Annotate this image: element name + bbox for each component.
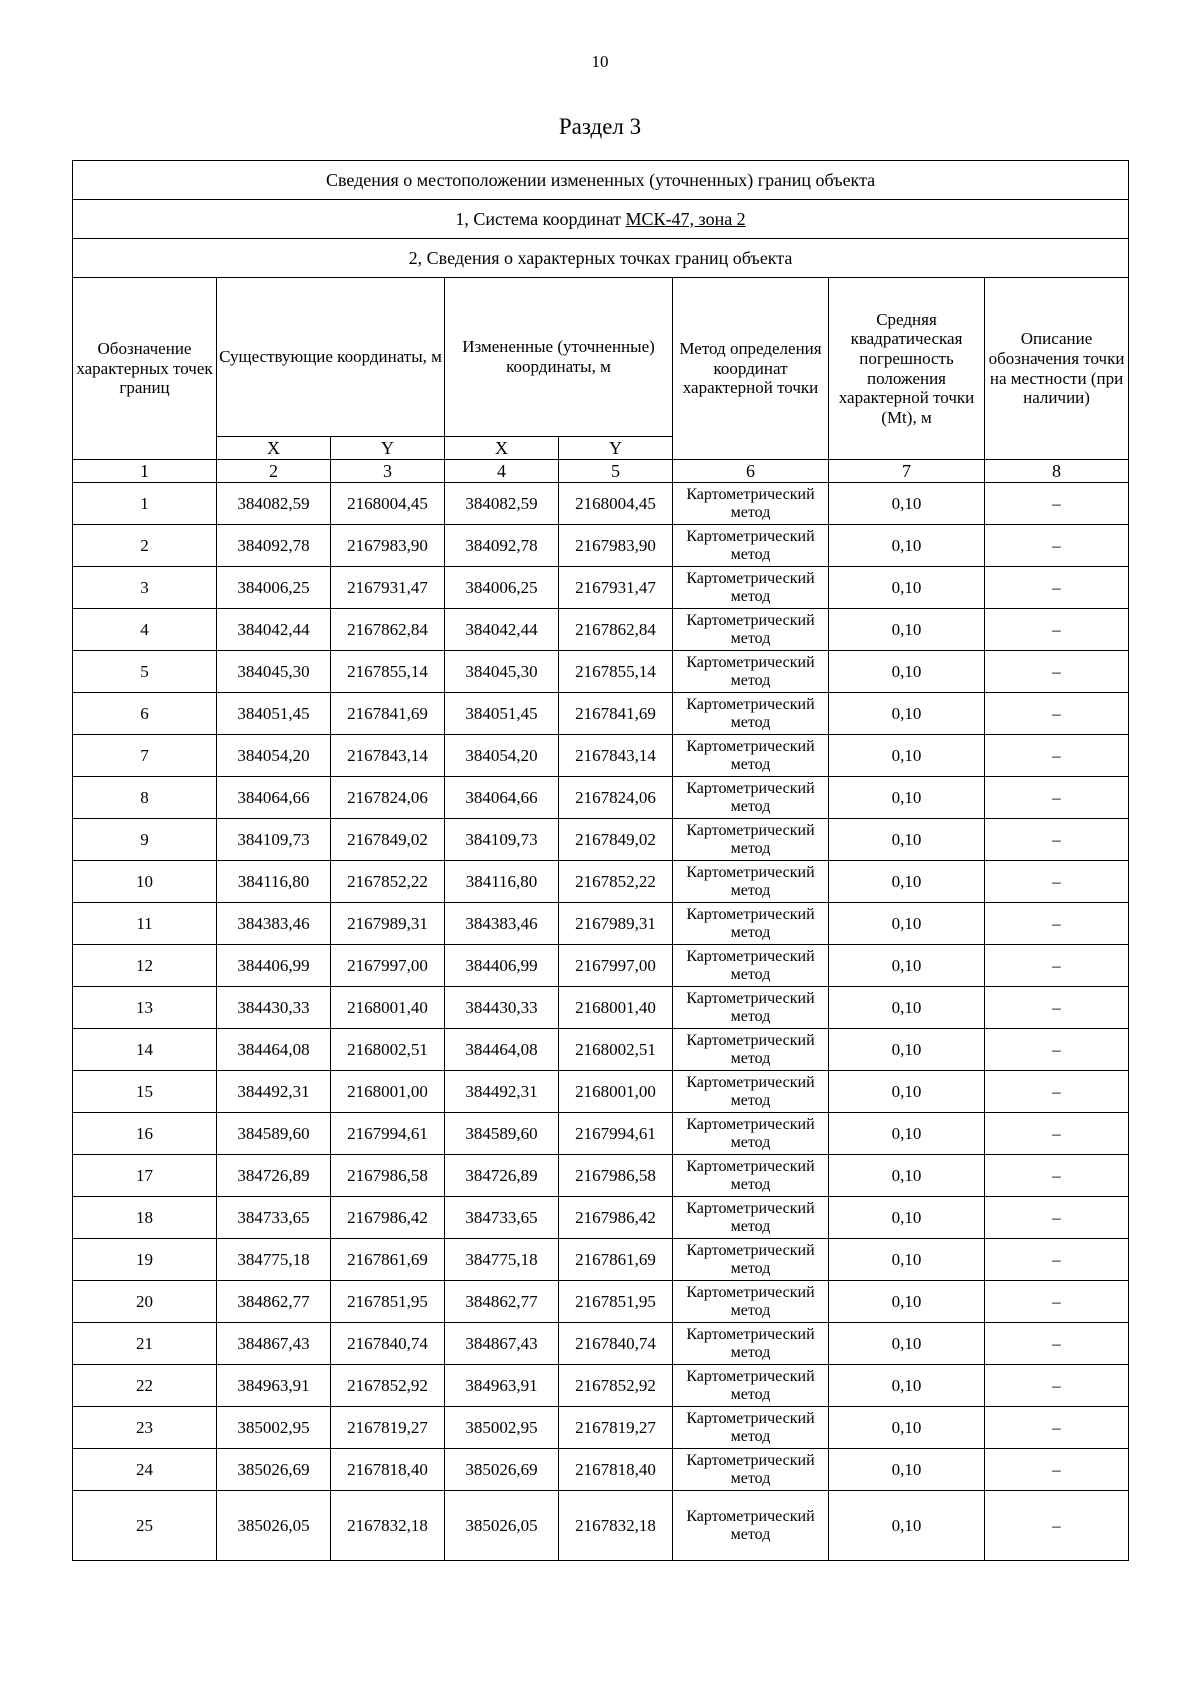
description-cell: – xyxy=(985,819,1129,861)
existing-y-cell: 2167832,18 xyxy=(331,1491,445,1561)
error-cell: 0,10 xyxy=(829,1029,985,1071)
table-row xyxy=(73,735,1129,777)
changed-x-cell: 384726,89 xyxy=(445,1155,559,1197)
changed-x-cell: 384464,08 xyxy=(445,1029,559,1071)
description-cell: – xyxy=(985,567,1129,609)
description-cell: – xyxy=(985,987,1129,1029)
changed-y-cell: 2168001,00 xyxy=(559,1071,673,1113)
coord-system-cell xyxy=(73,200,1129,239)
point-number-cell: 9 xyxy=(73,819,217,861)
changed-x-cell: 384109,73 xyxy=(445,819,559,861)
table-title: Сведения о местоположении измененных (уточненных) границ объекта xyxy=(73,161,1129,200)
table-row xyxy=(73,609,1129,651)
changed-y-cell: 2167819,27 xyxy=(559,1407,673,1449)
description-cell: – xyxy=(985,945,1129,987)
error-cell: 0,10 xyxy=(829,987,985,1029)
existing-x-cell: 384116,80 xyxy=(217,861,331,903)
header-changed-x: X xyxy=(445,437,559,460)
point-number-cell: 19 xyxy=(73,1239,217,1281)
table-row xyxy=(73,903,1129,945)
changed-x-cell: 384383,46 xyxy=(445,903,559,945)
point-number-cell: 10 xyxy=(73,861,217,903)
changed-y-cell: 2167851,95 xyxy=(559,1281,673,1323)
existing-y-cell: 2168001,40 xyxy=(331,987,445,1029)
changed-y-cell: 2167818,40 xyxy=(559,1449,673,1491)
method-cell: Картометрический метод xyxy=(673,819,829,861)
table-row xyxy=(73,567,1129,609)
method-cell: Картометрический метод xyxy=(673,777,829,819)
point-number-cell: 18 xyxy=(73,1197,217,1239)
changed-x-cell: 385026,05 xyxy=(445,1491,559,1561)
point-number-cell: 5 xyxy=(73,651,217,693)
description-cell: – xyxy=(985,525,1129,567)
method-cell: Картометрический метод xyxy=(673,1491,829,1561)
method-cell: Картометрический метод xyxy=(673,1239,829,1281)
coord-system-prefix: 1, Система координат xyxy=(455,208,626,229)
column-number: 1 xyxy=(73,460,217,483)
method-cell: Картометрический метод xyxy=(673,735,829,777)
table-row xyxy=(73,651,1129,693)
description-cell: – xyxy=(985,1197,1129,1239)
changed-x-cell: 384733,65 xyxy=(445,1197,559,1239)
points-info: 2, Сведения о характерных точках границ объекта xyxy=(73,239,1129,278)
changed-x-cell: 384054,20 xyxy=(445,735,559,777)
table-row xyxy=(73,1155,1129,1197)
error-cell: 0,10 xyxy=(829,1071,985,1113)
method-cell: Картометрический метод xyxy=(673,903,829,945)
error-cell: 0,10 xyxy=(829,1113,985,1155)
changed-x-cell: 385002,95 xyxy=(445,1407,559,1449)
changed-y-cell: 2167861,69 xyxy=(559,1239,673,1281)
existing-y-cell: 2167851,95 xyxy=(331,1281,445,1323)
changed-y-cell: 2167849,02 xyxy=(559,819,673,861)
existing-x-cell: 384733,65 xyxy=(217,1197,331,1239)
description-cell: – xyxy=(985,861,1129,903)
error-cell: 0,10 xyxy=(829,1407,985,1449)
method-cell: Картометрический метод xyxy=(673,861,829,903)
existing-y-cell: 2168004,45 xyxy=(331,483,445,525)
error-cell: 0,10 xyxy=(829,1155,985,1197)
table-row xyxy=(73,777,1129,819)
method-cell: Картометрический метод xyxy=(673,1029,829,1071)
table-row xyxy=(73,1281,1129,1323)
existing-y-cell: 2167852,92 xyxy=(331,1365,445,1407)
error-cell: 0,10 xyxy=(829,903,985,945)
header-existing: Существующие координаты, м xyxy=(217,278,445,437)
changed-y-cell: 2167989,31 xyxy=(559,903,673,945)
method-cell: Картометрический метод xyxy=(673,1071,829,1113)
method-cell: Картометрический метод xyxy=(673,525,829,567)
method-cell: Картометрический метод xyxy=(673,1407,829,1449)
description-cell: – xyxy=(985,735,1129,777)
error-cell: 0,10 xyxy=(829,651,985,693)
point-number-cell: 12 xyxy=(73,945,217,987)
existing-x-cell: 384963,91 xyxy=(217,1365,331,1407)
method-cell: Картометрический метод xyxy=(673,987,829,1029)
method-cell: Картометрический метод xyxy=(673,1281,829,1323)
changed-x-cell: 384064,66 xyxy=(445,777,559,819)
boundary-points-table xyxy=(72,160,1129,1561)
changed-x-cell: 384492,31 xyxy=(445,1071,559,1113)
changed-y-cell: 2167840,74 xyxy=(559,1323,673,1365)
error-cell: 0,10 xyxy=(829,777,985,819)
point-number-cell: 20 xyxy=(73,1281,217,1323)
changed-x-cell: 384006,25 xyxy=(445,567,559,609)
existing-x-cell: 384051,45 xyxy=(217,693,331,735)
table-row xyxy=(73,1491,1129,1561)
error-cell: 0,10 xyxy=(829,609,985,651)
existing-y-cell: 2168001,00 xyxy=(331,1071,445,1113)
existing-x-cell: 384726,89 xyxy=(217,1155,331,1197)
table-row xyxy=(73,483,1129,525)
changed-x-cell: 384867,43 xyxy=(445,1323,559,1365)
error-cell: 0,10 xyxy=(829,1449,985,1491)
changed-x-cell: 384963,91 xyxy=(445,1365,559,1407)
description-cell: – xyxy=(985,1449,1129,1491)
table-row xyxy=(73,1323,1129,1365)
point-number-cell: 6 xyxy=(73,693,217,735)
existing-y-cell: 2167843,14 xyxy=(331,735,445,777)
existing-y-cell: 2167819,27 xyxy=(331,1407,445,1449)
description-cell: – xyxy=(985,1239,1129,1281)
error-cell: 0,10 xyxy=(829,483,985,525)
point-number-cell: 2 xyxy=(73,525,217,567)
existing-y-cell: 2167861,69 xyxy=(331,1239,445,1281)
existing-y-cell: 2167931,47 xyxy=(331,567,445,609)
changed-x-cell: 384051,45 xyxy=(445,693,559,735)
existing-x-cell: 384492,31 xyxy=(217,1071,331,1113)
point-number-cell: 13 xyxy=(73,987,217,1029)
header-row xyxy=(73,278,1129,437)
changed-y-cell: 2168004,45 xyxy=(559,483,673,525)
changed-x-cell: 384042,44 xyxy=(445,609,559,651)
existing-x-cell: 384862,77 xyxy=(217,1281,331,1323)
existing-x-cell: 384092,78 xyxy=(217,525,331,567)
error-cell: 0,10 xyxy=(829,1491,985,1561)
column-number: 2 xyxy=(217,460,331,483)
header-method: Метод определения координат характерной точки xyxy=(673,278,829,460)
existing-x-cell: 384430,33 xyxy=(217,987,331,1029)
method-cell: Картометрический метод xyxy=(673,1197,829,1239)
description-cell: – xyxy=(985,903,1129,945)
table-row xyxy=(73,819,1129,861)
description-cell: – xyxy=(985,1155,1129,1197)
table-row xyxy=(73,861,1129,903)
changed-y-cell: 2167994,61 xyxy=(559,1113,673,1155)
existing-x-cell: 384383,46 xyxy=(217,903,331,945)
method-cell: Картометрический метод xyxy=(673,567,829,609)
points-info-row xyxy=(73,239,1129,278)
existing-y-cell: 2167824,06 xyxy=(331,777,445,819)
changed-y-cell: 2167824,06 xyxy=(559,777,673,819)
table-row xyxy=(73,1029,1129,1071)
error-cell: 0,10 xyxy=(829,945,985,987)
table-row xyxy=(73,1407,1129,1449)
column-number: 5 xyxy=(559,460,673,483)
changed-x-cell: 384082,59 xyxy=(445,483,559,525)
description-cell: – xyxy=(985,1365,1129,1407)
table-row xyxy=(73,945,1129,987)
error-cell: 0,10 xyxy=(829,1197,985,1239)
changed-x-cell: 384116,80 xyxy=(445,861,559,903)
table-row xyxy=(73,1197,1129,1239)
header-description: Описание обозначения точки на местности (при наличии) xyxy=(985,278,1129,460)
method-cell: Картометрический метод xyxy=(673,651,829,693)
changed-y-cell: 2168002,51 xyxy=(559,1029,673,1071)
table-row xyxy=(73,1113,1129,1155)
table-row xyxy=(73,1071,1129,1113)
changed-y-cell: 2167852,22 xyxy=(559,861,673,903)
existing-y-cell: 2167994,61 xyxy=(331,1113,445,1155)
description-cell: – xyxy=(985,1071,1129,1113)
existing-y-cell: 2167849,02 xyxy=(331,819,445,861)
description-cell: – xyxy=(985,1029,1129,1071)
point-number-cell: 15 xyxy=(73,1071,217,1113)
column-number: 7 xyxy=(829,460,985,483)
description-cell: – xyxy=(985,1281,1129,1323)
page-number: 10 xyxy=(591,52,609,71)
description-cell: – xyxy=(985,651,1129,693)
existing-y-cell: 2167855,14 xyxy=(331,651,445,693)
table-row xyxy=(73,1239,1129,1281)
changed-y-cell: 2167997,00 xyxy=(559,945,673,987)
existing-y-cell: 2167852,22 xyxy=(331,861,445,903)
method-cell: Картометрический метод xyxy=(673,693,829,735)
error-cell: 0,10 xyxy=(829,1323,985,1365)
existing-x-cell: 385002,95 xyxy=(217,1407,331,1449)
method-cell: Картометрический метод xyxy=(673,1365,829,1407)
column-number: 6 xyxy=(673,460,829,483)
method-cell: Картометрический метод xyxy=(673,1155,829,1197)
point-number-cell: 22 xyxy=(73,1365,217,1407)
changed-x-cell: 384406,99 xyxy=(445,945,559,987)
point-number-cell: 4 xyxy=(73,609,217,651)
existing-x-cell: 385026,05 xyxy=(217,1491,331,1561)
existing-x-cell: 384464,08 xyxy=(217,1029,331,1071)
description-cell: – xyxy=(985,1407,1129,1449)
method-cell: Картометрический метод xyxy=(673,1449,829,1491)
existing-y-cell: 2167986,58 xyxy=(331,1155,445,1197)
table-row xyxy=(73,1449,1129,1491)
existing-y-cell: 2167862,84 xyxy=(331,609,445,651)
description-cell: – xyxy=(985,777,1129,819)
changed-x-cell: 384430,33 xyxy=(445,987,559,1029)
point-number-cell: 3 xyxy=(73,567,217,609)
error-cell: 0,10 xyxy=(829,1281,985,1323)
existing-x-cell: 384109,73 xyxy=(217,819,331,861)
table-row xyxy=(73,525,1129,567)
header-error: Средняя квадратическая погрешность положения характерной точки (Mt), м xyxy=(829,278,985,460)
existing-x-cell: 384045,30 xyxy=(217,651,331,693)
point-number-cell: 11 xyxy=(73,903,217,945)
column-number: 4 xyxy=(445,460,559,483)
column-number: 8 xyxy=(985,460,1129,483)
point-number-cell: 17 xyxy=(73,1155,217,1197)
header-designation: Обозначение характерных точек границ xyxy=(73,278,217,460)
changed-x-cell: 384775,18 xyxy=(445,1239,559,1281)
changed-x-cell: 385026,69 xyxy=(445,1449,559,1491)
error-cell: 0,10 xyxy=(829,819,985,861)
description-cell: – xyxy=(985,1491,1129,1561)
column-numbers-row xyxy=(73,460,1129,483)
existing-x-cell: 384082,59 xyxy=(217,483,331,525)
changed-y-cell: 2167855,14 xyxy=(559,651,673,693)
error-cell: 0,10 xyxy=(829,693,985,735)
description-cell: – xyxy=(985,693,1129,735)
changed-y-cell: 2167986,42 xyxy=(559,1197,673,1239)
changed-x-cell: 384589,60 xyxy=(445,1113,559,1155)
column-number: 3 xyxy=(331,460,445,483)
existing-x-cell: 384042,44 xyxy=(217,609,331,651)
existing-y-cell: 2167841,69 xyxy=(331,693,445,735)
existing-x-cell: 384054,20 xyxy=(217,735,331,777)
error-cell: 0,10 xyxy=(829,1239,985,1281)
header-changed: Измененные (уточненные) координаты, м xyxy=(445,278,673,437)
changed-y-cell: 2167841,69 xyxy=(559,693,673,735)
method-cell: Картометрический метод xyxy=(673,483,829,525)
point-number-cell: 14 xyxy=(73,1029,217,1071)
changed-y-cell: 2167852,92 xyxy=(559,1365,673,1407)
changed-x-cell: 384092,78 xyxy=(445,525,559,567)
changed-y-cell: 2167843,14 xyxy=(559,735,673,777)
error-cell: 0,10 xyxy=(829,525,985,567)
existing-x-cell: 384589,60 xyxy=(217,1113,331,1155)
method-cell: Картометрический метод xyxy=(673,945,829,987)
error-cell: 0,10 xyxy=(829,861,985,903)
point-number-cell: 24 xyxy=(73,1449,217,1491)
changed-y-cell: 2168001,40 xyxy=(559,987,673,1029)
error-cell: 0,10 xyxy=(829,1365,985,1407)
table-row xyxy=(73,693,1129,735)
changed-y-cell: 2167862,84 xyxy=(559,609,673,651)
method-cell: Картометрический метод xyxy=(673,1113,829,1155)
existing-x-cell: 385026,69 xyxy=(217,1449,331,1491)
table-row xyxy=(73,1365,1129,1407)
point-number-cell: 8 xyxy=(73,777,217,819)
existing-y-cell: 2167840,74 xyxy=(331,1323,445,1365)
changed-y-cell: 2167832,18 xyxy=(559,1491,673,1561)
existing-x-cell: 384867,43 xyxy=(217,1323,331,1365)
coord-system-value: МСК-47, зона 2 xyxy=(625,208,746,229)
table-title-row xyxy=(73,161,1129,200)
header-existing-x: X xyxy=(217,437,331,460)
error-cell: 0,10 xyxy=(829,735,985,777)
point-number-cell: 25 xyxy=(73,1491,217,1561)
changed-y-cell: 2167983,90 xyxy=(559,525,673,567)
existing-y-cell: 2167989,31 xyxy=(331,903,445,945)
section-title: Раздел 3 xyxy=(558,114,642,139)
existing-y-cell: 2167986,42 xyxy=(331,1197,445,1239)
method-cell: Картометрический метод xyxy=(673,1323,829,1365)
point-number-cell: 1 xyxy=(73,483,217,525)
existing-x-cell: 384064,66 xyxy=(217,777,331,819)
point-number-cell: 21 xyxy=(73,1323,217,1365)
header-changed-y: Y xyxy=(559,437,673,460)
existing-y-cell: 2168002,51 xyxy=(331,1029,445,1071)
existing-y-cell: 2167997,00 xyxy=(331,945,445,987)
existing-x-cell: 384406,99 xyxy=(217,945,331,987)
point-number-cell: 16 xyxy=(73,1113,217,1155)
point-number-cell: 23 xyxy=(73,1407,217,1449)
existing-x-cell: 384775,18 xyxy=(217,1239,331,1281)
description-cell: – xyxy=(985,1113,1129,1155)
existing-y-cell: 2167818,40 xyxy=(331,1449,445,1491)
point-number-cell: 7 xyxy=(73,735,217,777)
changed-y-cell: 2167931,47 xyxy=(559,567,673,609)
existing-x-cell: 384006,25 xyxy=(217,567,331,609)
description-cell: – xyxy=(985,1323,1129,1365)
existing-y-cell: 2167983,90 xyxy=(331,525,445,567)
description-cell: – xyxy=(985,609,1129,651)
header-existing-y: Y xyxy=(331,437,445,460)
description-cell: – xyxy=(985,483,1129,525)
changed-x-cell: 384045,30 xyxy=(445,651,559,693)
error-cell: 0,10 xyxy=(829,567,985,609)
method-cell: Картометрический метод xyxy=(673,609,829,651)
changed-y-cell: 2167986,58 xyxy=(559,1155,673,1197)
coord-system-row xyxy=(73,200,1129,239)
changed-x-cell: 384862,77 xyxy=(445,1281,559,1323)
table-row xyxy=(73,987,1129,1029)
